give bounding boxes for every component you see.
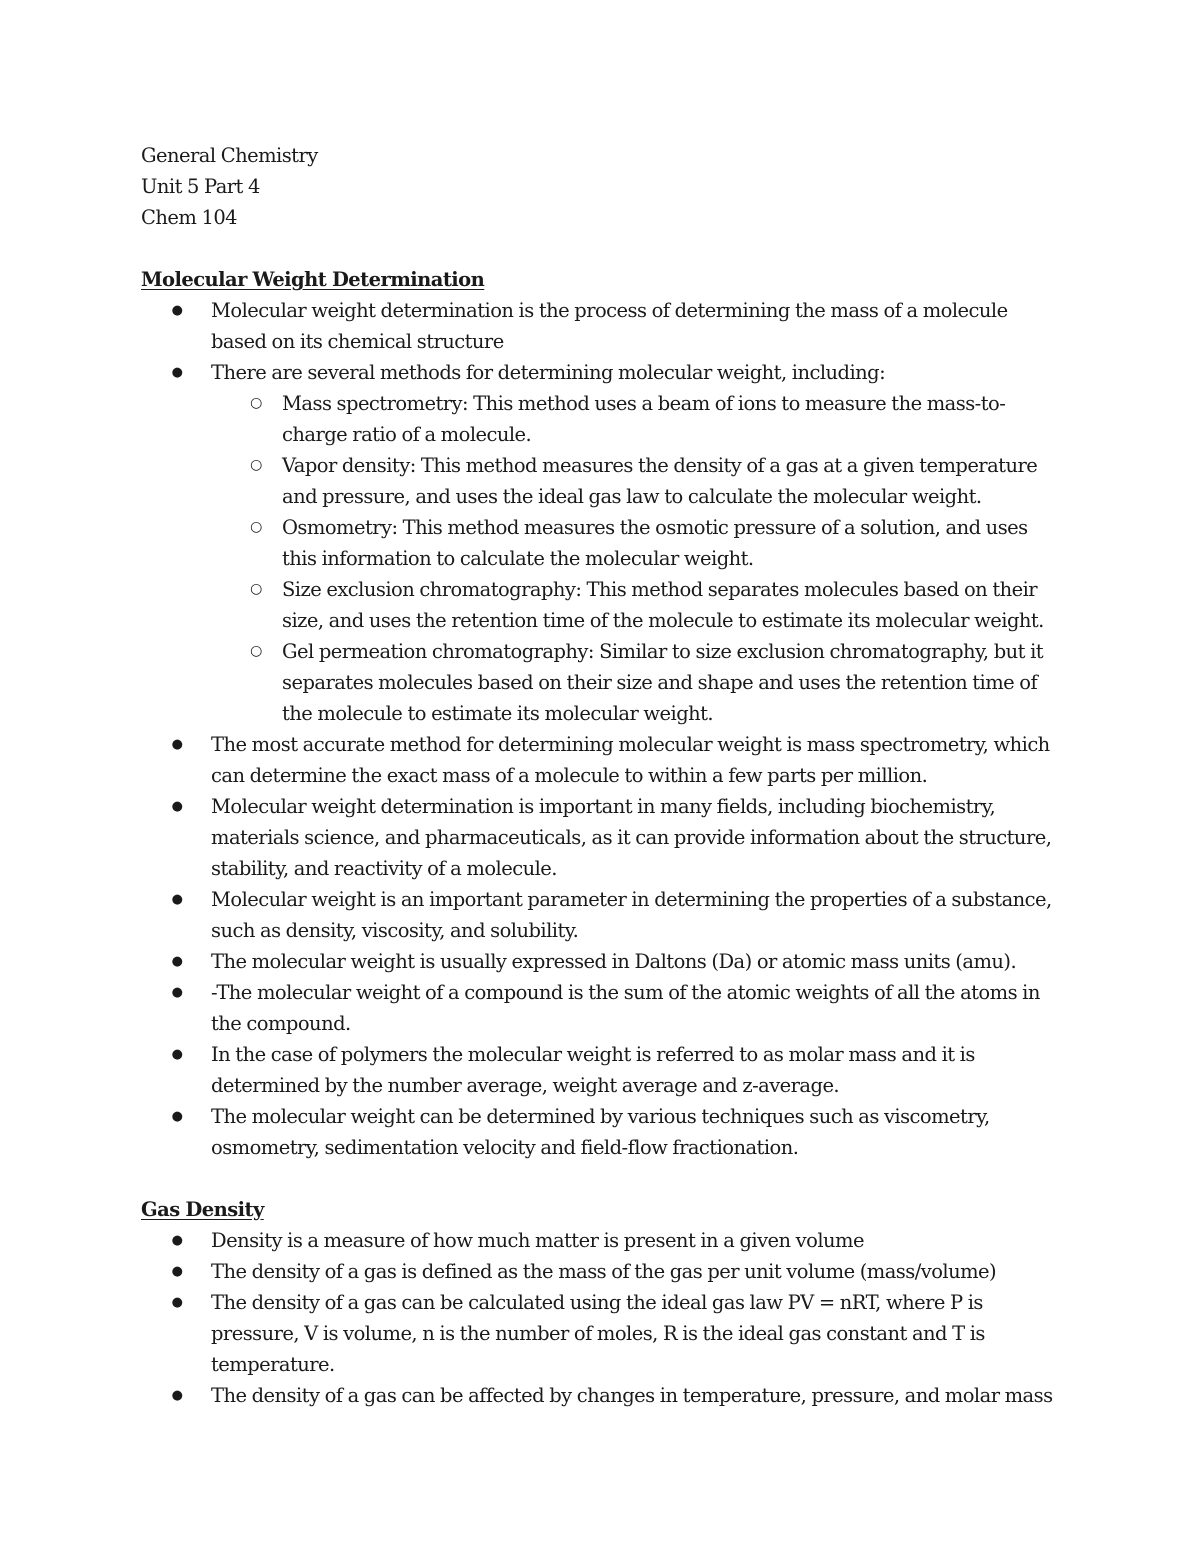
sub-list-item-text: Gel permeation chromatography: Similar to size exclusion chromatography, but it separates molecules based on their size and shape and uses the retention time of the molecule to estimate its molecular weight. [282, 640, 1044, 725]
sub-bullet-list [211, 388, 1061, 729]
list-item [171, 791, 1061, 884]
filled-bullet-icon: ● [171, 1295, 183, 1310]
list-item-text: Molecular weight is an important parameter in determining the properties of a substance, such as density, viscosity, and solubility. [211, 888, 1052, 942]
unit-label: Unit 5 Part 4 [141, 175, 260, 198]
list-item-text: Molecular weight determination is important in many fields, including biochemistry, materials science, and pharmaceuticals, as it can provide information about the structure, stability, and reactivity of a molecule. [211, 795, 1052, 880]
list-item-text: The molecular weight is usually expressed in Daltons (Da) or atomic mass units (amu). [211, 950, 1017, 973]
list-item-text: In the case of polymers the molecular weight is referred to as molar mass and it is determined by the number average, weight average and z-average. [211, 1043, 975, 1097]
list-item [171, 946, 1061, 977]
list-item-text: The most accurate method for determining molecular weight is mass spectrometry, which can determine the exact mass of a molecule to within a few parts per million. [211, 733, 1050, 787]
section [141, 264, 1061, 1163]
bullet-list [141, 1225, 1061, 1411]
course-code: Chem 104 [141, 206, 238, 229]
sub-list-item-text: Osmometry: This method measures the osmotic pressure of a solution, and uses this information to calculate the molecular weight. [282, 516, 1028, 570]
list-item [171, 1101, 1061, 1163]
list-item-text: The density of a gas is defined as the mass of the gas per unit volume (mass/volume) [211, 1260, 997, 1283]
hollow-bullet-icon: ○ [250, 395, 262, 411]
list-item [171, 1287, 1061, 1380]
filled-bullet-icon: ● [171, 1109, 183, 1124]
list-item [171, 1380, 1061, 1411]
filled-bullet-icon: ● [171, 365, 183, 380]
filled-bullet-icon: ● [171, 1264, 183, 1279]
filled-bullet-icon: ● [171, 303, 183, 318]
list-item [171, 729, 1061, 791]
list-item-text: There are several methods for determining molecular weight, including: [211, 361, 886, 384]
sub-list-item [250, 512, 1061, 574]
sub-list-item-text: Vapor density: This method measures the density of a gas at a given temperature and pressure, and uses the ideal gas law to calculate the molecular weight. [282, 454, 1038, 508]
hollow-bullet-icon: ○ [250, 581, 262, 597]
filled-bullet-icon: ● [171, 954, 183, 969]
hollow-bullet-icon: ○ [250, 519, 262, 535]
hollow-bullet-icon: ○ [250, 643, 262, 659]
sub-list-item [250, 450, 1061, 512]
list-item-text: The molecular weight can be determined by various techniques such as viscometry, osmometry, sedimentation velocity and field-flow fractionation. [211, 1105, 990, 1159]
sub-list-item [250, 636, 1061, 729]
filled-bullet-icon: ● [171, 1233, 183, 1248]
list-item [171, 977, 1061, 1039]
spacer [141, 1163, 1061, 1194]
list-item [171, 357, 1061, 729]
list-item [171, 1256, 1061, 1287]
list-item [171, 295, 1061, 357]
list-item-text: The density of a gas can be calculated using the ideal gas law PV = nRT, where P is pressure, V is volume, n is the number of moles, R is the ideal gas constant and T is temperature. [211, 1291, 985, 1376]
filled-bullet-icon: ● [171, 985, 183, 1000]
filled-bullet-icon: ● [171, 737, 183, 752]
list-item [171, 1225, 1061, 1256]
list-item-text: Density is a measure of how much matter is present in a given volume [211, 1229, 864, 1252]
filled-bullet-icon: ● [171, 1047, 183, 1062]
sub-list-item-text: Mass spectrometry: This method uses a beam of ions to measure the mass-to-charge ratio of a molecule. [282, 392, 1006, 446]
filled-bullet-icon: ● [171, 892, 183, 907]
section [141, 1163, 1061, 1411]
list-item [171, 884, 1061, 946]
list-item-text: Molecular weight determination is the process of determining the mass of a molecule based on its chemical structure [211, 299, 1008, 353]
filled-bullet-icon: ● [171, 1388, 183, 1403]
sub-list-item [250, 388, 1061, 450]
document-page [141, 140, 1061, 1411]
sub-list-item [250, 574, 1061, 636]
hollow-bullet-icon: ○ [250, 457, 262, 473]
section-title: Gas Density [141, 1198, 264, 1221]
section-title: Molecular Weight Determination [141, 268, 485, 291]
filled-bullet-icon: ● [171, 799, 183, 814]
list-item-text: -The molecular weight of a compound is the sum of the atomic weights of all the atoms in the compound. [211, 981, 1040, 1035]
list-item-text: The density of a gas can be affected by changes in temperature, pressure, and molar mass [211, 1384, 1053, 1407]
sections-container [141, 264, 1061, 1411]
course-name: General Chemistry [141, 144, 318, 167]
list-item [171, 1039, 1061, 1101]
sub-list-item-text: Size exclusion chromatography: This method separates molecules based on their size, and uses the retention time of the molecule to estimate its molecular weight. [282, 578, 1044, 632]
bullet-list [141, 295, 1061, 1163]
spacer [141, 233, 1061, 264]
